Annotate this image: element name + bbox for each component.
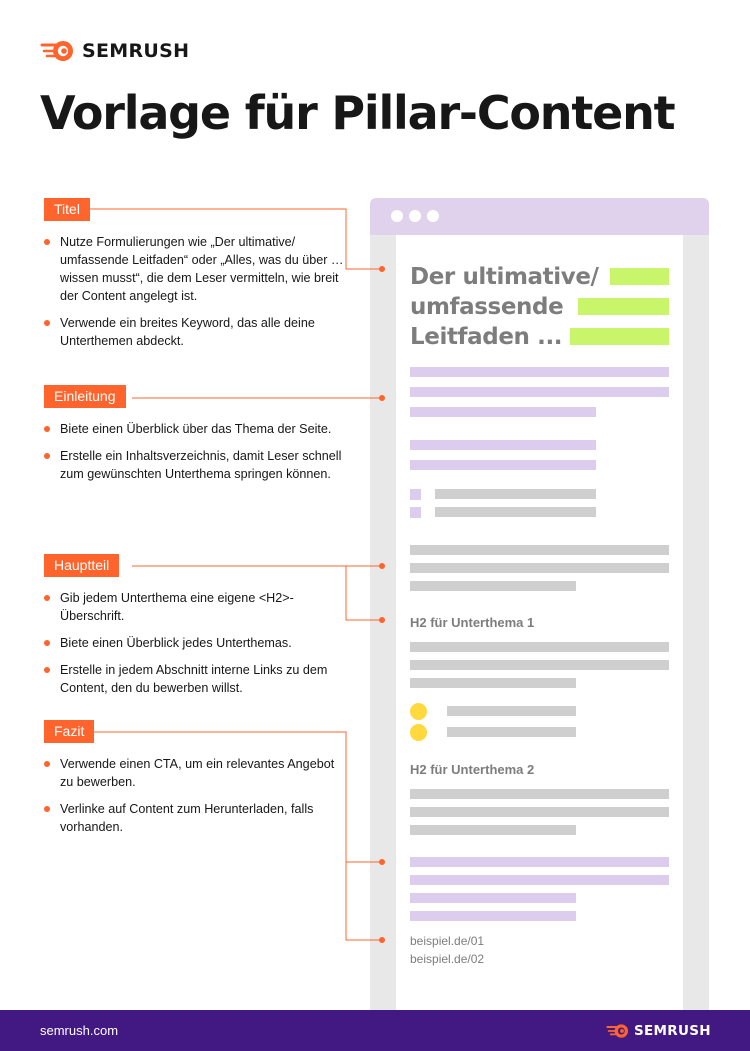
bullet-item: Biete einen Überblick jedes Unterthemas. (44, 634, 344, 652)
footer-url[interactable]: semrush.com (40, 1023, 119, 1038)
bullet-item: Nutze Formulierungen wie „Der ultimative/ umfassende Leitfaden“ oder „Alles, was du über … wissen musst“, die dem Leser vermitteln, wie breit der Content angelegt ist. (44, 233, 344, 305)
bullet-item: Erstelle in jedem Abschnitt interne Links zu dem Content, den du bewerben willst. (44, 661, 344, 697)
bullet-item: Biete einen Überblick über das Thema der Seite. (44, 420, 344, 438)
mockup-h2-2: H2 für Unterthema 2 (410, 762, 535, 777)
bullet-item: Verwende einen CTA, um ein relevantes Angebot zu bewerben. (44, 755, 344, 791)
bullet-item: Gib jedem Unterthema eine eigene <H2>-Überschrift. (44, 589, 344, 625)
footer (0, 1010, 750, 1051)
brand-name: SEMRUSH (82, 40, 190, 62)
semrush-flame-icon (606, 1023, 630, 1039)
section-label-hauptteil: Hauptteil (44, 554, 119, 577)
section-label-titel: Titel (44, 198, 90, 221)
footer-logo (606, 1022, 711, 1039)
mockup-title-line: umfassende (410, 294, 564, 320)
mockup-title-line: Leitfaden ... (410, 324, 563, 350)
download-link[interactable]: beispiel.de/01 (410, 934, 485, 948)
mockup-h2-1: H2 für Unterthema 1 (410, 615, 535, 630)
mockup-title-line: Der ultimative/ (410, 264, 599, 290)
section-label-einleitung: Einleitung (44, 385, 126, 408)
bullet-item: Erstelle ein Inhaltsverzeichnis, damit Leser schnell zum gewünschten Unterthema springen können. (44, 447, 344, 483)
footer-brand-name: SEMRUSH (634, 1022, 711, 1039)
download-link[interactable]: beispiel.de/02 (410, 952, 485, 966)
page-title: Vorlage für Pillar-Content (40, 86, 675, 140)
bullet-item: Verlinke auf Content zum Herunterladen, falls vorhanden. (44, 800, 344, 836)
section-label-fazit: Fazit (44, 720, 94, 743)
bullet-item: Verwende ein breites Keyword, das alle deine Unterthemen abdeckt. (44, 314, 344, 350)
